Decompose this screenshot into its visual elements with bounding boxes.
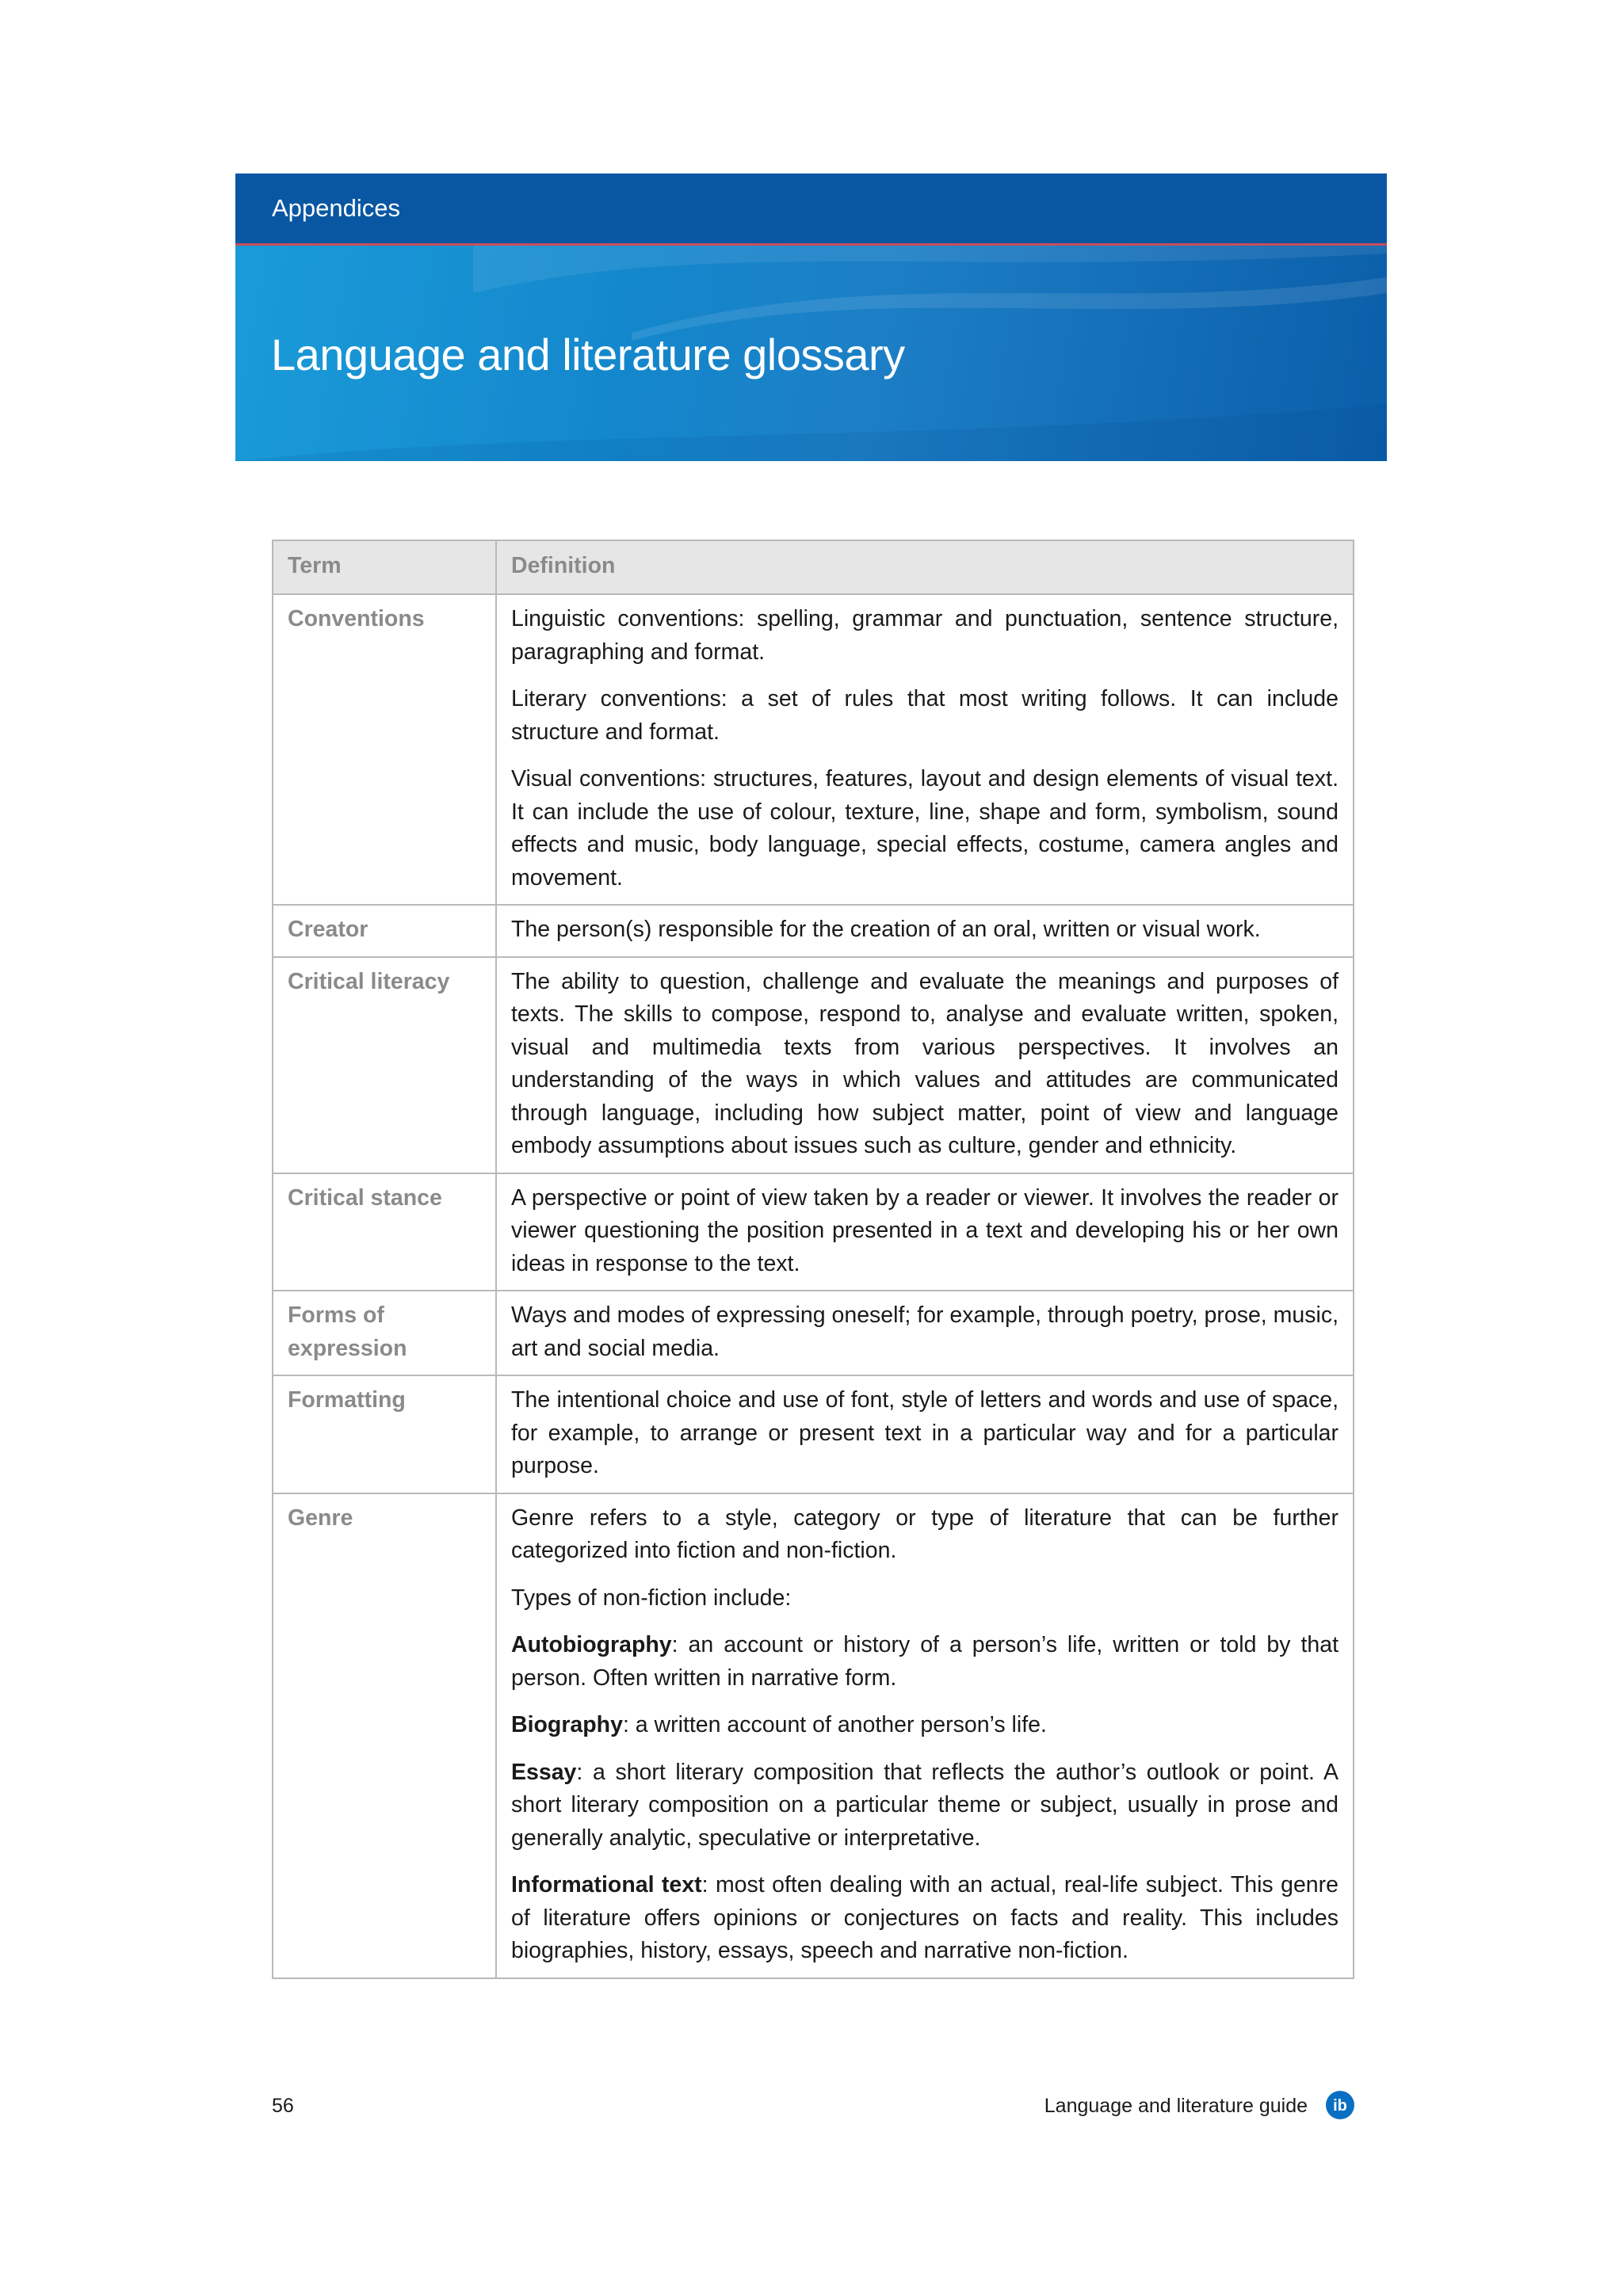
definition-text: Types of non-fiction include: xyxy=(511,1585,792,1611)
glossary-term: Creator xyxy=(273,905,496,957)
table-row xyxy=(273,1173,1354,1291)
definition-paragraph xyxy=(511,1709,1338,1742)
page-title: Language and literature glossary xyxy=(271,330,905,379)
definition-text: : most often dealing with an actual, real-life subject. This genre of literature offers opinions or conjectures on facts and reality. This includes biographies, history, essays, speech and narrative non-fiction. xyxy=(511,1872,1338,1963)
header-banner xyxy=(235,174,1387,461)
definition-paragraph xyxy=(511,603,1338,669)
table-row xyxy=(273,1375,1354,1493)
column-header-term: Term xyxy=(273,540,496,594)
page-number: 56 xyxy=(272,2095,294,2117)
definition-text: Visual conventions: structures, features, layout and design elements of visual text. It can include the use of colour, texture, line, shape and form, symbolism, sound effects and music, body language, special effects, costume, camera angles and movement. xyxy=(511,766,1338,891)
glossary-table xyxy=(272,540,1354,1979)
glossary-term: Critical literacy xyxy=(273,957,496,1173)
glossary-term: Genre xyxy=(273,1493,496,1978)
glossary-definition xyxy=(496,905,1354,957)
glossary-term: Critical stance xyxy=(273,1173,496,1291)
definition-paragraph xyxy=(511,1756,1338,1855)
glossary-definition xyxy=(496,1375,1354,1493)
definition-text: A perspective or point of view taken by a reader or viewer. It involves the reader or viewer questioning the position presented in a text and developing his or her own ideas in response to the text. xyxy=(511,1184,1338,1276)
definition-paragraph xyxy=(511,1582,1338,1615)
definition-text: Ways and modes of expressing oneself; for example, through poetry, prose, music, art and social media. xyxy=(511,1302,1338,1361)
glossary-definition xyxy=(496,1291,1354,1375)
definition-paragraph xyxy=(511,1502,1338,1568)
definition-text: : a short literary composition that reflects the author’s outlook or point. A short literary composition on a particular theme or subject, usually in prose and generally analytic, speculative or interpretative. xyxy=(511,1759,1338,1851)
definition-keyword: Autobiography xyxy=(511,1632,672,1657)
table-row xyxy=(273,1291,1354,1375)
guide-title: Language and literature guide xyxy=(1044,2095,1308,2117)
definition-text: The intentional choice and use of font, style of letters and words and use of space, for example, to arrange or present text in a particular way and for a particular purpose. xyxy=(511,1387,1338,1478)
table-row xyxy=(273,594,1354,905)
definition-paragraph xyxy=(511,1629,1338,1695)
glossary-term: Conventions xyxy=(273,594,496,905)
glossary-definition xyxy=(496,957,1354,1173)
definition-paragraph xyxy=(511,763,1338,894)
column-header-definition: Definition xyxy=(496,540,1354,594)
glossary-body xyxy=(273,594,1354,1978)
definition-paragraph xyxy=(511,1384,1338,1483)
definition-text: The ability to question, challenge and evaluate the meanings and purposes of texts. The skills to compose, respond to, analyse and evaluate written, spoken, visual and multimedia texts from various perspectives. It involves an understanding of the ways in which values and attitudes are communicated through language, including how subject matter, point of view and language embody assumptions about issues such as culture, gender and ethnicity. xyxy=(511,968,1338,1158)
definition-text: The person(s) responsible for the creation of an oral, written or visual work. xyxy=(511,917,1261,942)
table-row xyxy=(273,905,1354,957)
table-row xyxy=(273,1493,1354,1978)
ib-logo-text: ib xyxy=(1333,2097,1347,2115)
glossary-term: Formatting xyxy=(273,1375,496,1493)
definition-keyword: Essay xyxy=(511,1759,577,1785)
definition-paragraph xyxy=(511,966,1338,1163)
table-header-row xyxy=(273,540,1354,594)
definition-paragraph xyxy=(511,683,1338,749)
section-label: Appendices xyxy=(272,194,401,222)
glossary-definition xyxy=(496,1493,1354,1978)
glossary-definition xyxy=(496,1173,1354,1291)
definition-text: : a written account of another person’s life. xyxy=(622,1712,1047,1737)
definition-paragraph xyxy=(511,1182,1338,1281)
table-row xyxy=(273,957,1354,1173)
definition-paragraph xyxy=(511,913,1338,947)
glossary-definition xyxy=(496,594,1354,905)
definition-text: Linguistic conventions: spelling, grammar and punctuation, sentence structure, paragraphing and format. xyxy=(511,606,1338,665)
definition-paragraph xyxy=(511,1869,1338,1968)
banner-top-strip xyxy=(235,174,1387,243)
definition-keyword: Informational text xyxy=(511,1872,702,1897)
definition-text: Genre refers to a style, category or type of literature that can be further categorized into fiction and non-fiction. xyxy=(511,1505,1338,1563)
definition-keyword: Biography xyxy=(511,1712,623,1737)
definition-paragraph xyxy=(511,1299,1338,1365)
definition-text: : an account or history of a person’s life, written or told by that person. Often written in narrative form. xyxy=(511,1632,1338,1691)
definition-text: Literary conventions: a set of rules that most writing follows. It can include structure and format. xyxy=(511,686,1338,745)
ib-logo-icon xyxy=(1325,2090,1355,2120)
glossary-term: Forms of expression xyxy=(273,1291,496,1375)
